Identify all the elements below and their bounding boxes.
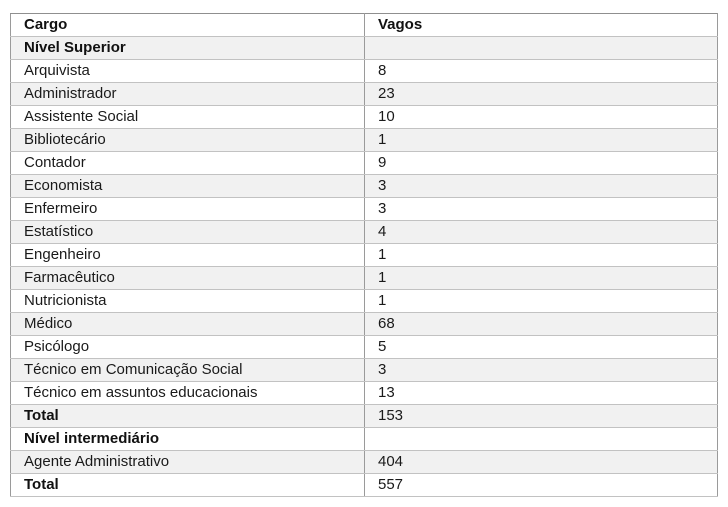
cargo-cell: Nível Superior bbox=[11, 37, 365, 60]
cargo-cell: Técnico em Comunicação Social bbox=[11, 359, 365, 382]
vacancy-table bbox=[10, 13, 718, 497]
cargo-cell: Total bbox=[11, 405, 365, 428]
vagos-cell: 1 bbox=[365, 244, 718, 267]
cargo-cell: Agente Administrativo bbox=[11, 451, 365, 474]
cargo-cell: Total bbox=[11, 474, 365, 497]
vagos-cell: 1 bbox=[365, 129, 718, 152]
vagos-cell: 557 bbox=[365, 474, 718, 497]
table-row bbox=[11, 175, 718, 198]
table-row bbox=[11, 336, 718, 359]
vagos-cell bbox=[365, 428, 718, 451]
cargo-cell: Nível intermediário bbox=[11, 428, 365, 451]
table-row bbox=[11, 83, 718, 106]
vagos-cell: 1 bbox=[365, 290, 718, 313]
table-row bbox=[11, 129, 718, 152]
cargo-cell: Assistente Social bbox=[11, 106, 365, 129]
vagos-cell: 3 bbox=[365, 175, 718, 198]
vagos-cell: 3 bbox=[365, 359, 718, 382]
cargo-cell: Farmacêutico bbox=[11, 267, 365, 290]
vagos-cell: 404 bbox=[365, 451, 718, 474]
table-row bbox=[11, 106, 718, 129]
table-row bbox=[11, 290, 718, 313]
cargo-cell: Engenheiro bbox=[11, 244, 365, 267]
vagos-cell: 8 bbox=[365, 60, 718, 83]
cargo-cell: Psicólogo bbox=[11, 336, 365, 359]
cargo-cell: Arquivista bbox=[11, 60, 365, 83]
table-row bbox=[11, 244, 718, 267]
vagos-cell: 13 bbox=[365, 382, 718, 405]
cargo-cell: Economista bbox=[11, 175, 365, 198]
table-row bbox=[11, 359, 718, 382]
cargo-cell: Administrador bbox=[11, 83, 365, 106]
table-row bbox=[11, 382, 718, 405]
table-row bbox=[11, 152, 718, 175]
vagos-cell: 10 bbox=[365, 106, 718, 129]
table-row bbox=[11, 198, 718, 221]
vagos-cell: 153 bbox=[365, 405, 718, 428]
table-row bbox=[11, 267, 718, 290]
vagos-cell: 68 bbox=[365, 313, 718, 336]
vagos-cell bbox=[365, 37, 718, 60]
table-row bbox=[11, 313, 718, 336]
section-row bbox=[11, 37, 718, 60]
vagos-cell: 1 bbox=[365, 267, 718, 290]
vagos-cell: 9 bbox=[365, 152, 718, 175]
table-row bbox=[11, 60, 718, 83]
cargo-cell: Contador bbox=[11, 152, 365, 175]
total-row bbox=[11, 405, 718, 428]
total-row bbox=[11, 474, 718, 497]
vagos-cell: 4 bbox=[365, 221, 718, 244]
cargo-cell: Nutricionista bbox=[11, 290, 365, 313]
column-header-cargo: Cargo bbox=[11, 14, 365, 37]
cargo-cell: Estatístico bbox=[11, 221, 365, 244]
vagos-cell: 3 bbox=[365, 198, 718, 221]
table-row bbox=[11, 221, 718, 244]
table-row bbox=[11, 451, 718, 474]
cargo-cell: Técnico em assuntos educacionais bbox=[11, 382, 365, 405]
cargo-cell: Médico bbox=[11, 313, 365, 336]
header-row bbox=[11, 14, 718, 37]
section-row bbox=[11, 428, 718, 451]
column-header-vagos: Vagos bbox=[365, 14, 718, 37]
cargo-cell: Bibliotecário bbox=[11, 129, 365, 152]
cargo-cell: Enfermeiro bbox=[11, 198, 365, 221]
vagos-cell: 23 bbox=[365, 83, 718, 106]
vagos-cell: 5 bbox=[365, 336, 718, 359]
